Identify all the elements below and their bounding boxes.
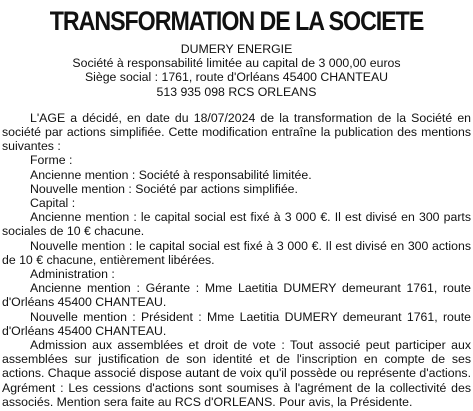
administration-new-mention: Nouvelle mention : Président : Mme Laetitia DUMERY demeurant 1761, route d'Orléans 45400 CHANTEAU. (2, 309, 471, 338)
company-address: Siège social : 1761, route d'Orléans 45400 CHANTEAU (84, 70, 389, 85)
forme-old-mention: Ancienne mention : Société à responsabilité limitée. (30, 167, 312, 182)
forme-new-mention: Nouvelle mention : Société par actions simplifiée. (30, 181, 298, 196)
administration-old-mention: Ancienne mention : Gérante : Mme Laetitia DUMERY demeurant 1761, route d'Orléans 45400 CHANTEAU. (2, 281, 471, 310)
notice-title: TRANSFORMATION DE LA SOCIETE (49, 6, 424, 36)
capital-old-mention: Ancienne mention : le capital social est fixé à 3 000 €. Il est divisé en 300 parts sociales de 10 € chacune. (2, 210, 471, 239)
notice-body (2, 111, 471, 409)
company-name: DUMERY ENERGIE (180, 42, 293, 56)
company-header (2, 42, 471, 99)
section-label-forme: Forme : (30, 153, 73, 168)
company-legal-form: Société à responsabilité limitée au capital de 3 000,00 euros (72, 56, 401, 71)
capital-new-mention: Nouvelle mention : le capital social est fixé à 3 000 €. Il est divisé en 300 actions de 10 € chacune, entièrement libérées. (2, 238, 471, 267)
decision-paragraph: L'AGE a décidé, en date du 18/07/2024 de la transformation de la Société en société par actions simplifiée. Cette modification entraîne la publication des mentions suivantes : (2, 110, 471, 154)
section-label-capital: Capital : (30, 196, 76, 211)
admission-and-approval-paragraph: Admission aux assemblées et droit de vote : Tout associé peut participer aux assemblées sur justification de son identité et de l'inscription en compte de ses actions. Chaque associé dispose autant de voix qu'il possède ou représente d'actions. Agrément : Les cessions d'actions sont soumises à l'agrément de la collectivité des associés. Mention sera faite au RCS d'ORLEANS. Pour avis, la Présidente. (2, 338, 471, 409)
company-registration: 513 935 098 RCS ORLEANS (156, 84, 317, 99)
section-label-administration: Administration : (30, 267, 115, 282)
